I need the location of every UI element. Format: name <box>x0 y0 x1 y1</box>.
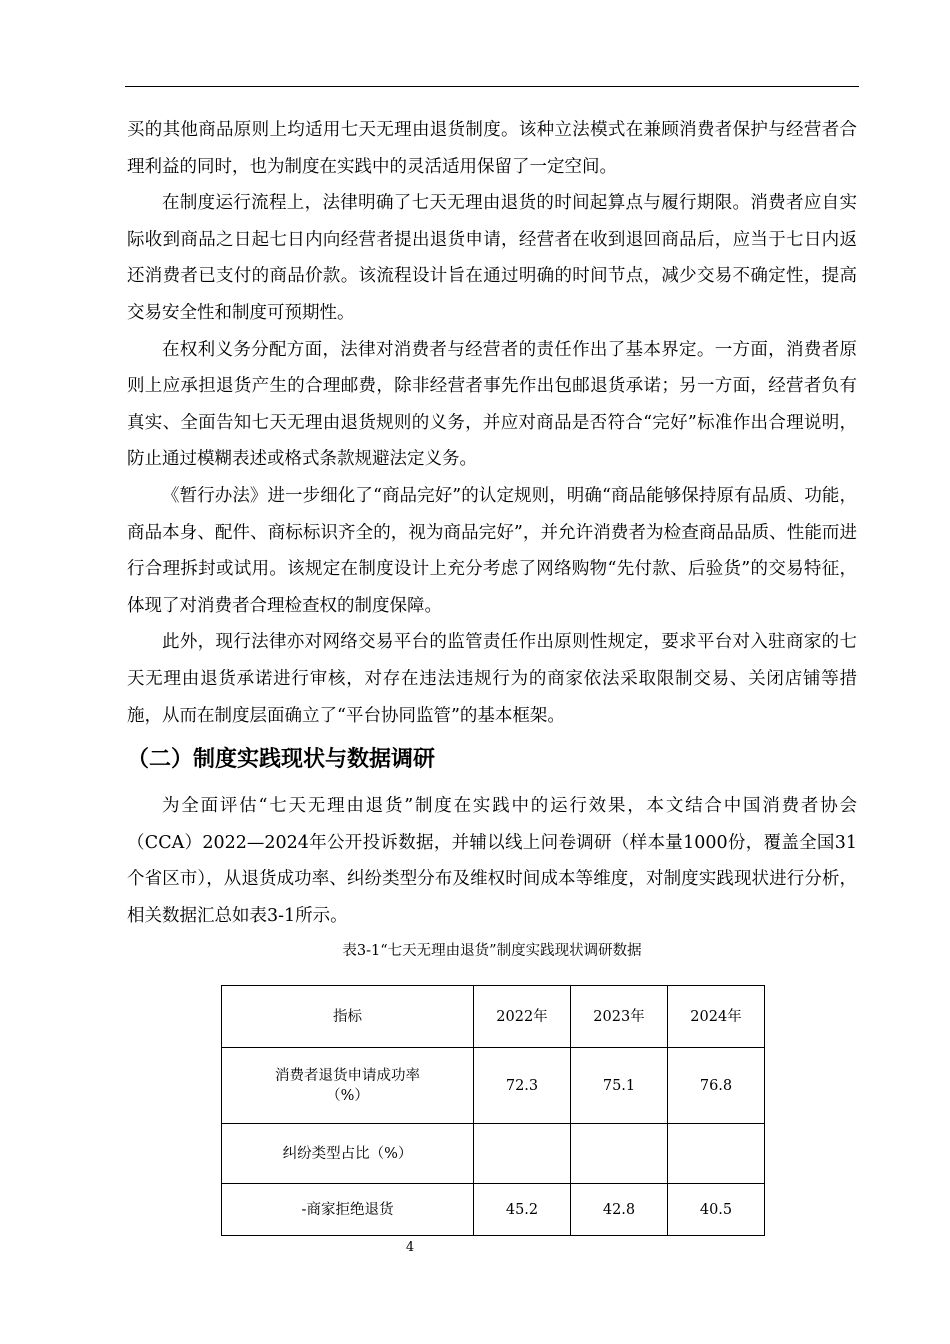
row-label-line1: 消费者退货申请成功率 <box>275 1067 420 1084</box>
header-cell-2023: 2023年 <box>571 986 668 1048</box>
paragraph-2: 在制度运行流程上，法律明确了七天无理由退货的时间起算点与履行期限。消费者应自实际收到商品之日起七日内向经营者提出退货申请，经营者在收到退回商品后，应当于七日内返还消费者已支付的商品价款。该流程设计旨在通过明确的时间节点，减少交易不确定性，提高交易安全性和制度可预期性。 <box>127 193 857 323</box>
table-caption: 表3-1“七天无理由退货”制度实践现状调研数据 <box>342 943 642 960</box>
table-row <box>222 1184 765 1236</box>
header-cell-2022: 2022年 <box>474 986 571 1048</box>
table-cell: 76.8 <box>668 1048 765 1124</box>
page-body <box>127 112 857 970</box>
table-cell: 45.2 <box>474 1184 571 1236</box>
header-rule <box>125 86 859 87</box>
paragraph-6: 为全面评估“七天无理由退货”制度在实践中的运行效果，本文结合中国消费者协会（CCA）2022—2024年公开投诉数据，并辅以线上问卷调研（样本量1000份，覆盖全国31个省区市），从退货成功率、纠纷类型分布及维权时间成本等维度，对制度实践现状进行分析，相关数据汇总如表3-1所示。 <box>127 796 857 926</box>
table-cell <box>668 1124 765 1184</box>
table-cell <box>474 1124 571 1184</box>
table-row <box>222 1124 765 1184</box>
table-row <box>222 1048 765 1124</box>
section-heading: （二）制度实践现状与数据调研 <box>127 747 436 773</box>
row-label <box>222 1048 474 1124</box>
paragraph-4: 《暂行办法》进一步细化了“商品完好”的认定规则，明确“商品能够保持原有品质、功能，商品本身、配件、商标标识齐全的，视为商品完好”，并允许消费者为检查商品品质、性能而进行合理拆封或试用。该规定在制度设计上充分考虑了网络购物“先付款、后验货”的交易特征，体现了对消费者合理检查权的制度保障。 <box>127 485 857 616</box>
row-label: 纠纷类型占比（%） <box>222 1124 474 1184</box>
table-cell: 42.8 <box>571 1184 668 1236</box>
table-header-row <box>222 986 765 1048</box>
row-label: -商家拒绝退货 <box>222 1184 474 1236</box>
table-cell: 40.5 <box>668 1184 765 1236</box>
table-cell: 72.3 <box>474 1048 571 1124</box>
paragraph-1: 买的其他商品原则上均适用七天无理由退货制度。该种立法模式在兼顾消费者保护与经营者合理利益的同时，也为制度在实践中的灵活适用保留了一定空间。 <box>127 120 857 177</box>
page-number: 4 <box>405 1240 415 1255</box>
table-cell: 75.1 <box>571 1048 668 1124</box>
data-table <box>221 985 765 1236</box>
row-label-line2: （%） <box>326 1087 369 1104</box>
header-cell-indicator: 指标 <box>222 986 474 1048</box>
table-cell <box>571 1124 668 1184</box>
header-cell-2024: 2024年 <box>668 986 765 1048</box>
paragraph-5: 此外，现行法律亦对网络交易平台的监管责任作出原则性规定，要求平台对入驻商家的七天无理由退货承诺进行审核，对存在违法违规行为的商家依法采取限制交易、关闭店铺等措施，从而在制度层面确立了“平台协同监管”的基本框架。 <box>127 632 857 726</box>
paragraph-3: 在权利义务分配方面，法律对消费者与经营者的责任作出了基本界定。一方面，消费者原则上应承担退货产生的合理邮费，除非经营者事先作出包邮退货承诺；另一方面，经营者负有真实、全面告知七天无理由退货规则的义务，并应对商品是否符合“完好”标准作出合理说明，防止通过模糊表述或格式条款规避法定义务。 <box>127 339 857 470</box>
